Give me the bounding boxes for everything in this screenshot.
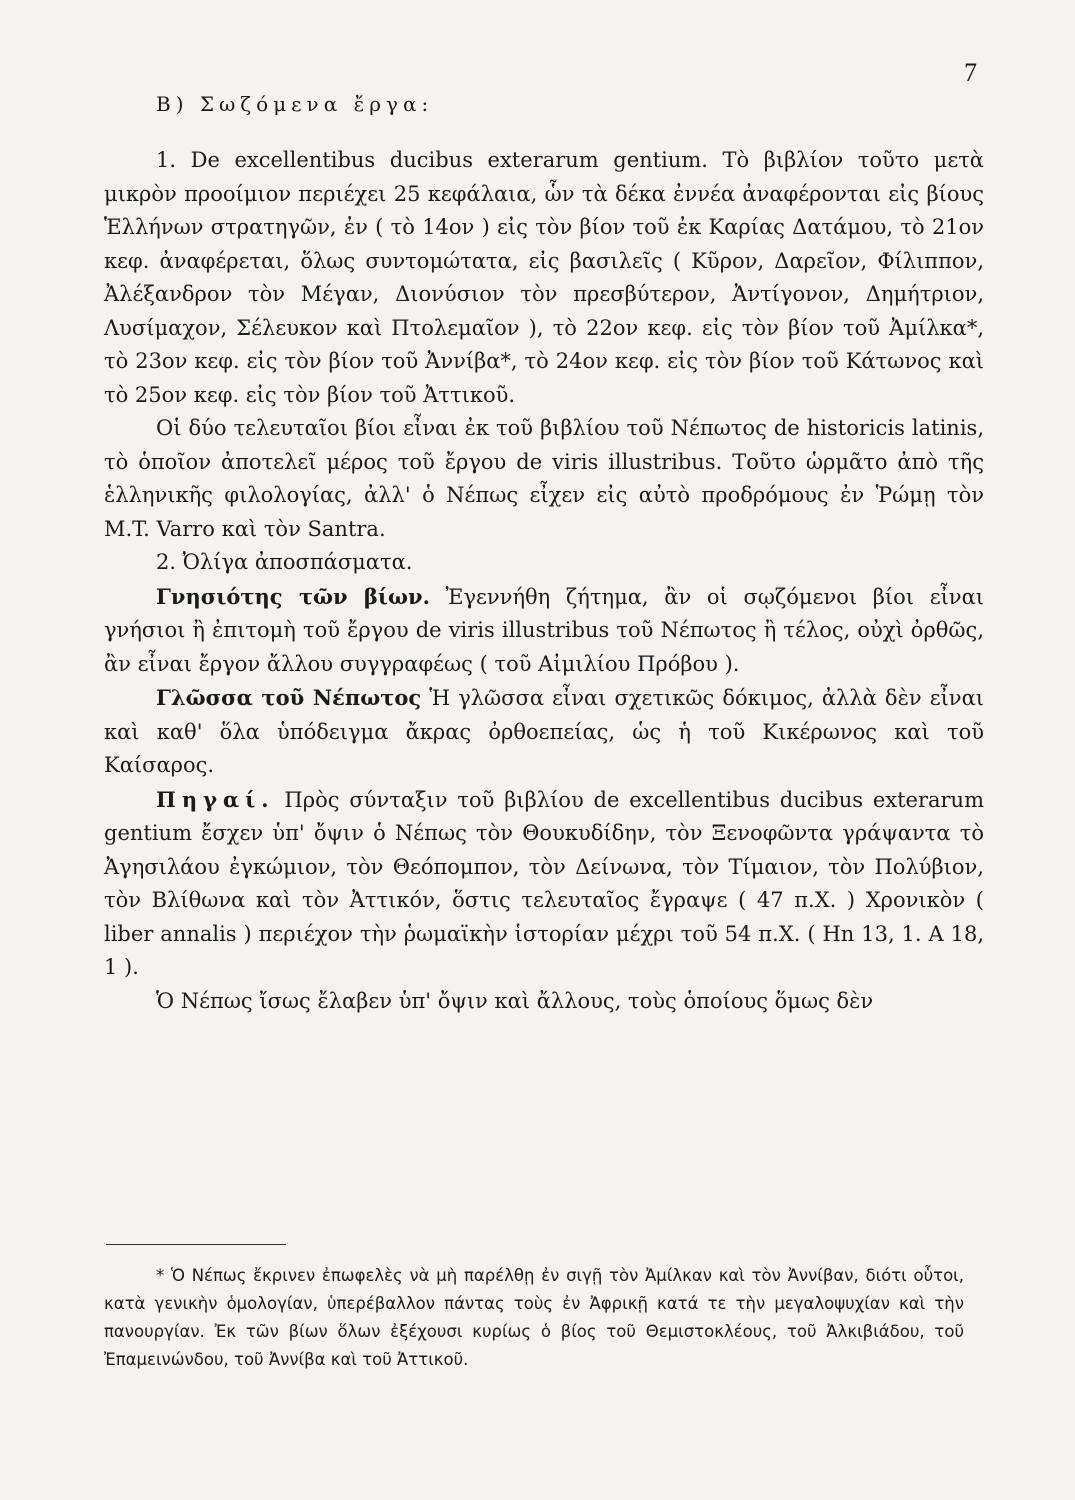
paragraph-fragments: 2. Ὀλίγα ἀποσπάσματα. <box>156 550 413 574</box>
paragraph-closing: Ὁ Νέπως ἴσως ἔλαβεν ὑπ' ὄψιν καὶ ἄλλους, τοὺς ὁποίους ὅμως δὲν <box>156 988 874 1013</box>
sources-text: Πρὸς σύνταξιν τοῦ βιβλίου de excellentibus ducibus exterarum gentium ἔσχεν ὑπ' ὄψιν ὁ Νέπως τὸν Θουκυδίδην, τὸν Ξενοφῶντα γράψαντα τὸ Ἀγησιλάου ἐγκώμιον, τὸν Θεόπομπον, τὸν Δείνωνα, τὸν Τίμαιον, τὸν Πολύβιον, τὸν Βλίθωνα καὶ τὸν Ἀττικόν, ὅστις τελευταῖος ἔγραψε ( 47 π.Χ. ) Χρονικὸν ( liber annalis ) περιέχον τὴν ῥωμαϊκὴν ἱστορίαν μέχρι τοῦ 54 π.Χ. ( Hn 13, 1. A 18, 1 ). <box>104 787 984 979</box>
sources-lead: Πηγαί. <box>156 786 275 812</box>
section-heading: B) Σωζόμενα ἔργα: <box>156 92 434 116</box>
paragraph-de-excellentibus: 1. De excellentibus ducibus exterarum gentium. Τὸ βιβλίον τοῦτο μετὰ μικρὸν προοίμιον περιέχει 25 κεφάλαια, ὧν τὰ δέκα ἐννέα ἀναφέρονται εἰς βίους Ἑλλήνων στρατηγῶν, ἐν ( τὸ 14ον ) εἰς τὸν βίον τοῦ ἐκ Καρίας Δατάμου, τὸ 21ον κεφ. ἀναφέρεται, ὅλως συντομώτατα, εἰς βασιλεῖς ( Κῦρον, Δαρεῖον, Φίλιππον, Ἀλέξανδρον τὸν Μέγαν, Διονύσιον τὸν πρεσβύτερον, Ἀντίγονον, Δημήτριον, Λυσίμαχον, Σέλευκον καὶ Πτολεμαῖον ), τὸ 22ον κεφ. εἰς τὸν βίον τοῦ Ἀμίλκα*, τὸ 23ον κεφ. εἰς τὸν βίον τοῦ Ἀννίβα*, τὸ 24ον κεφ. εἰς τὸν βίον τοῦ Κάτωνος καὶ τὸ 25ον κεφ. εἰς τὸν βίον τοῦ Ἀττικοῦ. <box>104 148 984 407</box>
page-body <box>104 92 984 1018</box>
authenticity-text: Ἐγεννήθη ζήτημα, ἂν οἱ σῳζόμενοι βίοι εἶναι γνήσιοι ἢ ἐπιτομὴ τοῦ ἔργου de viris illustribus τοῦ Νέπωτος ἢ τέλος, οὐχὶ ὀρθῶς, ἂν εἶναι ἔργον ἄλλου συγγραφέως ( τοῦ Αἰμιλίου Πρόβου ). <box>104 584 984 676</box>
authenticity-lead: Γνησιότης τῶν βίων. <box>156 583 430 609</box>
paragraph-language <box>104 681 984 783</box>
language-text: Ἡ γλῶσσα εἶναι σχετικῶς δόκιμος, ἀλλὰ δὲν εἶναι καὶ καθ' ὅλα ὑπόδειγμα ἄκρας ὀρθοεπείας, ὡς ἡ τοῦ Κικέρωνος καὶ τοῦ Καίσαρος. <box>104 686 984 777</box>
footnote: * Ὁ Νέπως ἔκρινεν ἐπωφελὲς νὰ μὴ παρέλθῃ ἐν σιγῇ τὸν Ἀμίλκαν καὶ τὸν Ἀννίβαν, διότι οὗτοι, κατὰ γενικὴν ὁμολογίαν, ὑπερέβαλλον πάντας τοὺς ἐν Ἀφρικῇ κατά τε τὴν μεγαλοψυχίαν καὶ τὴν πανουργίαν. Ἐκ τῶν βίων ὅλων ἐξέχουσι κυρίως ὁ βίος τοῦ Θεμιστοκλέους, τοῦ Ἀλκιβιάδου, τοῦ Ἐπαμεινώνδου, τοῦ Ἀννίβα καὶ τοῦ Ἀττικοῦ. <box>104 1266 964 1369</box>
footnote-divider <box>106 1244 286 1245</box>
language-lead: Γλῶσσα τοῦ Νέπωτος <box>156 685 422 710</box>
paragraph-authenticity <box>104 580 984 682</box>
page-number: 7 <box>964 58 977 87</box>
paragraph-sources <box>104 783 984 985</box>
paragraph-historicis: Οἱ δύο τελευταῖοι βίοι εἶναι ἐκ τοῦ βιβλίου τοῦ Νέπωτος de historicis latinis, τὸ ὁποῖον ἀποτελεῖ μέρος τοῦ ἔργου de viris illustribus. Τοῦτο ὡρμᾶτο ἀπὸ τῆς ἑλληνικῆς φιλολογίας, ἀλλ' ὁ Νέπως εἶχεν εἰς αὐτὸ προδρόμους ἐν Ῥώμῃ τὸν M.T. Varro καὶ τὸν Santra. <box>104 416 984 541</box>
